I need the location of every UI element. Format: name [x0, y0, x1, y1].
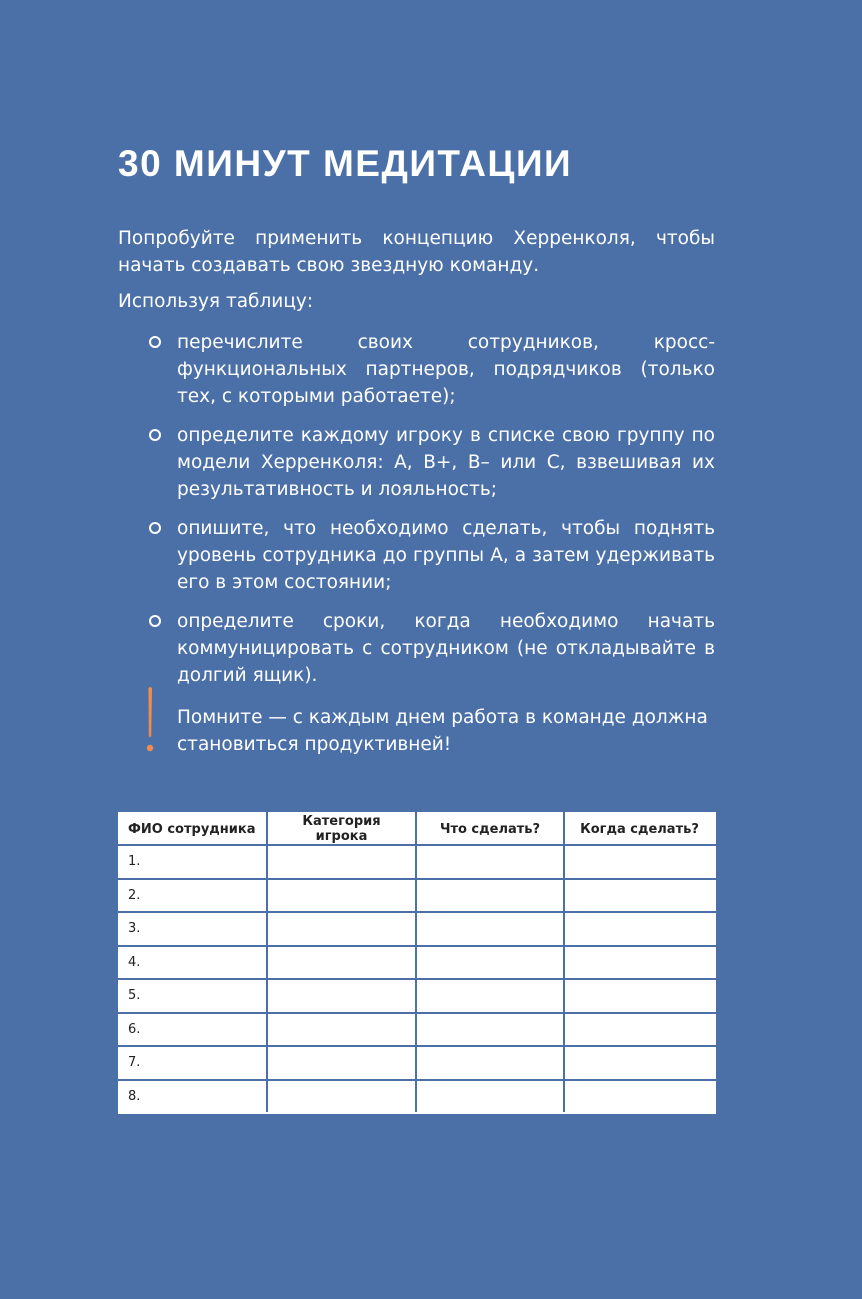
- table-cell[interactable]: [267, 979, 416, 1013]
- circle-bullet-icon: [149, 429, 161, 441]
- table-row: [119, 946, 715, 980]
- task-list: [118, 329, 715, 701]
- table-cell[interactable]: [564, 879, 715, 913]
- table-cell[interactable]: [564, 1080, 715, 1114]
- table-row: [119, 1013, 715, 1047]
- task-text: определите каждому игроку в списке свою группу по модели Херренколя: А, В+, В– или С, взвешивая их результативность и лояльность;: [177, 425, 715, 500]
- table-cell[interactable]: [267, 879, 416, 913]
- table-row: [119, 1046, 715, 1080]
- header-when-to-do: Когда сделать?: [564, 813, 715, 845]
- table-cell[interactable]: [416, 979, 564, 1013]
- header-employee-name: ФИО сотрудника: [119, 813, 267, 845]
- task-item: [118, 608, 715, 689]
- table-cell[interactable]: [416, 845, 564, 879]
- table-row: [119, 912, 715, 946]
- exclamation-icon: [140, 684, 160, 756]
- employee-table: [118, 812, 716, 1114]
- table-cell[interactable]: [267, 845, 416, 879]
- circle-bullet-icon: [149, 615, 161, 627]
- table-cell[interactable]: [416, 1046, 564, 1080]
- task-item: [118, 515, 715, 596]
- circle-bullet-icon: [149, 522, 161, 534]
- row-number: 4.: [119, 946, 267, 980]
- table-cell[interactable]: [267, 1080, 416, 1114]
- row-number: 5.: [119, 979, 267, 1013]
- reminder-note: [140, 684, 720, 764]
- reminder-text: Помните — с каждым днем работа в команде должна становиться продуктивней!: [177, 707, 708, 755]
- table-cell[interactable]: [416, 912, 564, 946]
- row-number: 6.: [119, 1013, 267, 1047]
- table-cell[interactable]: [564, 1046, 715, 1080]
- table-cell[interactable]: [416, 1013, 564, 1047]
- table-cell[interactable]: [564, 912, 715, 946]
- table-cell[interactable]: [564, 946, 715, 980]
- task-item: [118, 422, 715, 503]
- intro-paragraph: Попробуйте применить концепцию Херренколя, чтобы начать создавать свою звездную команду.: [118, 228, 715, 276]
- lead-paragraph: Используя таблицу:: [118, 291, 314, 312]
- table-row: [119, 979, 715, 1013]
- task-item: [118, 329, 715, 410]
- table-cell[interactable]: [564, 1013, 715, 1047]
- table-cell[interactable]: [416, 946, 564, 980]
- row-number: 3.: [119, 912, 267, 946]
- table-cell[interactable]: [267, 912, 416, 946]
- row-number: 8.: [119, 1080, 267, 1114]
- header-player-category: Категория игрока: [267, 813, 416, 845]
- table-row: [119, 1080, 715, 1114]
- row-number: 1.: [119, 845, 267, 879]
- table-row: [119, 879, 715, 913]
- header-what-to-do: Что сделать?: [416, 813, 564, 845]
- page-title: 30 МИНУТ МЕДИТАЦИИ: [118, 143, 573, 184]
- table-cell[interactable]: [416, 879, 564, 913]
- table-cell[interactable]: [267, 1046, 416, 1080]
- row-number: 7.: [119, 1046, 267, 1080]
- row-number: 2.: [119, 879, 267, 913]
- table-cell[interactable]: [564, 979, 715, 1013]
- table-header-row: [119, 813, 715, 845]
- table-cell[interactable]: [267, 946, 416, 980]
- task-text: перечислите своих сотрудников, кросс-функциональных партнеров, подрядчиков (только тех, с которыми работаете);: [177, 332, 715, 407]
- table-cell[interactable]: [267, 1013, 416, 1047]
- table-cell[interactable]: [416, 1080, 564, 1114]
- circle-bullet-icon: [149, 336, 161, 348]
- table-row: [119, 845, 715, 879]
- task-text: определите сроки, когда необходимо начать коммуницировать с сотрудником (не откладывайте в долгий ящик).: [177, 611, 715, 686]
- task-text: опишите, что необходимо сделать, чтобы поднять уровень сотрудника до группы А, а затем удерживать его в этом состоянии;: [177, 518, 715, 593]
- table-cell[interactable]: [564, 845, 715, 879]
